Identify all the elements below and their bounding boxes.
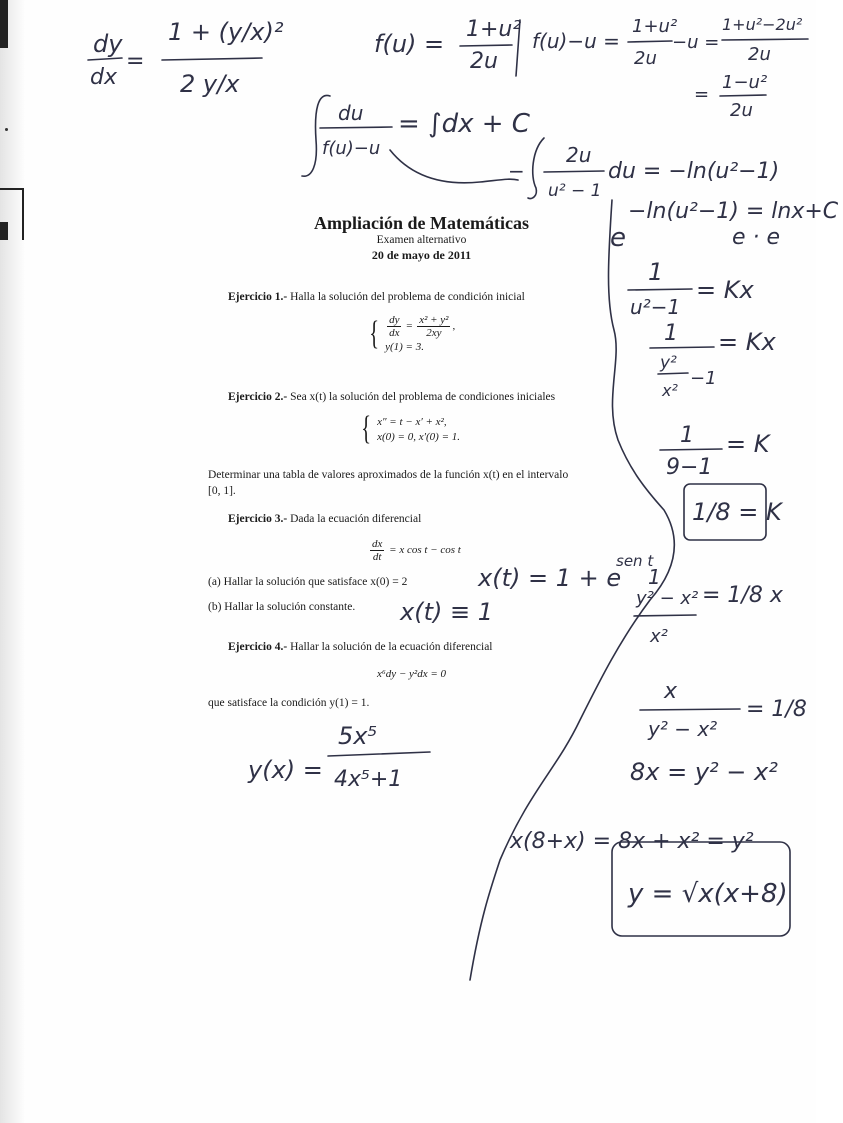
hw-s3: 8x = y² − x² — [630, 758, 778, 786]
hw-top-rhs-num: 1 + (y/x)² — [168, 18, 284, 46]
hw-s2-num: x — [664, 679, 678, 704]
hw-int2-num: 2u — [566, 143, 592, 167]
hw-equals: = — [126, 49, 145, 74]
hw-ex4-den: 4x⁵+1 — [334, 767, 403, 792]
hw-k4-box — [684, 484, 766, 540]
initial-conditions: x(0) = 0, x′(0) = 1. — [377, 430, 460, 443]
hw-fraction-bar — [162, 58, 262, 60]
left-brace: { — [369, 314, 380, 352]
exercise-3-part-b: (b) Hallar la solución constante. — [208, 601, 356, 613]
hw-s1-num: 1 — [648, 565, 661, 589]
hw-top-rhs-den: 2 y/x — [180, 70, 240, 98]
exercise-3-equation — [368, 538, 461, 563]
hw-fu-m-mid: −u = — [672, 32, 720, 53]
hw-fraction-bar — [628, 289, 692, 290]
eq-den: dt — [372, 551, 382, 563]
hw-fraction-bar — [544, 171, 604, 172]
hw-s5: y = √x(x+8) — [628, 879, 788, 909]
exercise-1-text: Halla la solución del problema de condición inicial — [290, 291, 525, 303]
hw-int2-den: u² − 1 — [548, 181, 602, 201]
hw-fu-m-den2: 2u — [748, 44, 771, 65]
exercise-1-statement — [228, 291, 525, 303]
hw-int-num: du — [338, 101, 364, 125]
hw-ex4-num: 5x⁵ — [338, 722, 378, 750]
hw-fraction-bar — [722, 39, 808, 40]
hw-dydx-den: dx — [90, 65, 117, 90]
hw-fu-eq: = — [694, 84, 710, 105]
hw-k3-rhs: = K — [726, 430, 770, 458]
exam-date: 20 de mayo de 2011 — [371, 248, 472, 262]
hw-k1-rhs: = Kx — [696, 276, 754, 304]
hw-s1-den-num: y² − x² — [636, 588, 699, 609]
hw-fraction-bar — [650, 347, 714, 348]
page-title: Ampliación de Matemáticas — [314, 213, 529, 233]
left-brace: { — [361, 410, 372, 447]
hw-s1-rhs: = 1/8 x — [702, 583, 783, 608]
hw-fraction-bar — [640, 709, 740, 710]
exercise-4-equation: x⁶dy − y²dx = 0 — [377, 668, 446, 680]
hw-k2-num: 1 — [664, 321, 678, 346]
exercise-2-system — [358, 410, 460, 447]
hw-k1-num: 1 — [648, 258, 664, 286]
hw-fu-num: 1+u² — [466, 17, 522, 42]
hw-fraction-bar — [720, 95, 766, 96]
hw-int-rhs: = ∫dx + C — [398, 109, 530, 139]
exercise-3-statement — [228, 513, 421, 525]
hw-s2-den: y² − x² — [648, 717, 718, 741]
exercise-2-paragraph-line-2: [0, 1]. — [208, 485, 236, 497]
hw-separator — [516, 20, 520, 76]
hw-ex3-answer-a: x(t) = 1 + e — [478, 564, 622, 592]
scan-edge — [0, 0, 26, 1123]
hw-fraction-bar — [628, 41, 672, 42]
exercise-4-label: Ejercicio 4.- — [228, 641, 288, 653]
exercise-4-statement — [228, 641, 493, 653]
hw-s1-den-den: x² — [650, 626, 668, 647]
eq-num: dx — [372, 538, 383, 550]
eq-rhs: = x cos t − cos t — [389, 544, 461, 557]
hw-fu-m-den1: 2u — [634, 48, 657, 69]
hw-k2-den-tail: −1 — [690, 368, 717, 389]
hw-k1-den: u²−1 — [630, 295, 681, 319]
hw-exp-line: −ln(u²−1) = lnx+C — [628, 199, 839, 224]
hw-fu-minus: f(u)−u = — [532, 29, 620, 53]
hw-int2-rhs: du = −ln(u²−1) — [608, 159, 780, 184]
hw-fraction-bar — [634, 615, 696, 616]
hw-k2-den-num: y² — [660, 353, 677, 373]
hw-fu-m-num2: 1+u²−2u² — [722, 15, 803, 34]
exercise-2-paragraph-line-1: Determinar una tabla de valores aproximados de la función x(t) en el intervalo — [208, 469, 569, 481]
hw-fraction-bar — [660, 449, 722, 450]
ode: x″ = t − x′ + x², — [377, 415, 447, 428]
hw-minus: − — [508, 159, 525, 183]
exercise-4-text: Hallar la solución de la ecuación diferencial — [290, 641, 493, 653]
hw-dydx-num: dy — [93, 30, 123, 58]
exercise-3-text: Dada la ecuación diferencial — [290, 513, 422, 525]
hw-int-den: f(u)−u — [322, 138, 381, 159]
hw-fraction-bar — [88, 58, 122, 60]
hw-fraction-bar — [658, 373, 688, 374]
hw-fu-r-num: 1−u² — [722, 72, 768, 93]
exercise-1-system: { $\frac{dy}{dx}$ = $\frac{\text{x² + y²}}{2xy}$ , y(1) = 3. — [369, 314, 456, 353]
exercise-1-label: Ejercicio 1.- — [228, 291, 288, 303]
hw-arrow-curve — [390, 150, 518, 183]
eq1-lhs-den: dx — [389, 327, 400, 339]
exercise-2-statement — [228, 391, 555, 403]
hw-k2-rhs: = Kx — [718, 328, 776, 356]
page-subtitle: Examen alternativo — [376, 234, 467, 246]
binder-mark-top — [0, 0, 8, 48]
exercise-4-condition: que satisface la condición y(1) = 1. — [208, 697, 370, 709]
hw-fu-r-den: 2u — [730, 100, 753, 121]
hw-exp-base: e — [610, 223, 626, 253]
scan-dot — [5, 128, 8, 131]
eq1-lhs-num: dy — [389, 314, 400, 326]
eq1-tail: , — [452, 320, 456, 333]
exercise-3-label: Ejercicio 3.- — [228, 513, 288, 525]
hw-k2-den-den: x² — [662, 381, 678, 400]
hw-k4: 1/8 = K — [692, 498, 782, 526]
hw-integral-sign — [302, 95, 330, 176]
hw-fu: f(u) = — [374, 30, 445, 58]
hw-fraction-bar — [328, 752, 430, 756]
eq2: y(1) = 3. — [385, 341, 424, 353]
hw-ex3-answer-a-exp: sen t — [616, 552, 654, 570]
hw-fu-den: 2u — [470, 49, 498, 74]
eq1-rhs-den: 2xy — [426, 327, 442, 339]
eq1-rhs-num: x² + y² — [419, 314, 449, 326]
exercise-2-label: Ejercicio 2.- — [228, 391, 288, 403]
hw-k3-num: 1 — [680, 423, 694, 448]
hw-ex4-lhs: y(x) = — [248, 756, 323, 784]
exercise-3-part-a: (a) Hallar la solución que satisface x(0) = 2 — [208, 576, 408, 588]
hw-fu-m-num1: 1+u² — [632, 16, 678, 37]
hw-exp-base2: e · e — [732, 225, 781, 250]
hw-separator-curve — [470, 200, 674, 980]
hw-integral-sign-2 — [528, 138, 544, 199]
hw-fraction-bar — [460, 45, 512, 46]
hw-final-answer-box — [612, 842, 790, 936]
hw-ex3-answer-b: x(t) ≡ 1 — [400, 598, 493, 626]
exercise-2-text: Sea x(t) la solución del problema de condiciones iniciales — [290, 391, 556, 403]
hw-s4: x(8+x) = 8x + x² = y² — [510, 829, 754, 854]
hw-k3-den: 9−1 — [666, 455, 713, 480]
hw-s2-rhs: = 1/8 — [746, 697, 807, 722]
hw-fraction-bar — [320, 127, 392, 128]
